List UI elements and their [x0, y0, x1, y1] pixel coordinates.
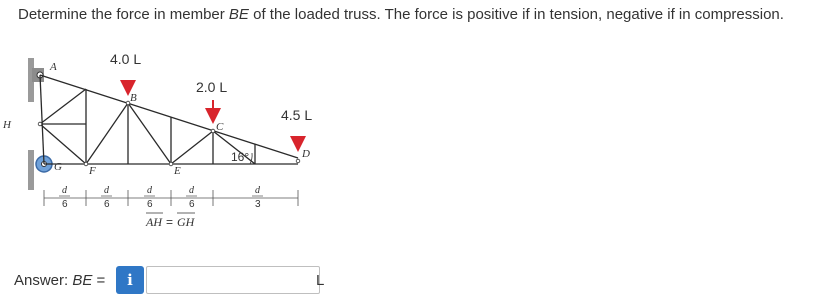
- load-label-b: 4.0 L: [110, 51, 142, 67]
- question-text: [18, 6, 784, 23]
- answer-row: [0, 262, 825, 298]
- info-icon[interactable]: i: [116, 266, 144, 294]
- node-label-e: E: [174, 165, 181, 177]
- angle-label: 16°: [231, 150, 250, 164]
- node-label-f: F: [89, 165, 96, 177]
- answer-input[interactable]: [146, 266, 320, 294]
- equality-sign: =: [166, 215, 174, 229]
- node-label-d: D: [302, 148, 310, 160]
- dim-denominator: 6: [104, 199, 110, 210]
- equality-note: [145, 213, 196, 229]
- node-label-b: B: [130, 92, 137, 104]
- wall-support-top: [28, 58, 44, 102]
- node-label-a: A: [50, 61, 57, 73]
- dim-numerator: d: [104, 185, 109, 196]
- node-label-g: G: [54, 161, 62, 173]
- angle-arc: [250, 153, 252, 164]
- dim-numerator: d: [189, 185, 194, 196]
- load-label-c: 2.0 L: [196, 79, 228, 95]
- dim-numerator: d: [62, 185, 67, 196]
- dim-numerator: d: [255, 185, 260, 196]
- answer-label-prefix: Answer:: [14, 272, 73, 289]
- load-label-d: 4.5 L: [281, 107, 313, 123]
- truss-figure: [0, 40, 340, 240]
- dim-denominator: 6: [147, 199, 153, 210]
- question-text-part: Determine the force in member: [18, 6, 229, 23]
- node-label-h: H: [3, 119, 11, 131]
- dim-numerator: d: [147, 185, 152, 196]
- equality-rhs: GH: [177, 215, 195, 229]
- dim-denominator: 6: [62, 199, 68, 210]
- node-label-c: C: [216, 121, 224, 133]
- question-member: BE: [228, 6, 249, 23]
- answer-label: [14, 272, 105, 289]
- dim-denominator: 6: [189, 199, 195, 210]
- equality-lhs: AH: [146, 215, 162, 229]
- truss-members: [40, 75, 298, 164]
- dim-denominator: 3: [255, 199, 261, 210]
- wall-support-bottom: [28, 150, 52, 190]
- answer-label-suffix: =: [92, 272, 106, 289]
- answer-label-var: BE: [72, 272, 93, 289]
- question-text-part: of the loaded truss. The force is positive if in tension, negative if in compression.: [248, 6, 784, 23]
- answer-unit: L: [316, 272, 325, 289]
